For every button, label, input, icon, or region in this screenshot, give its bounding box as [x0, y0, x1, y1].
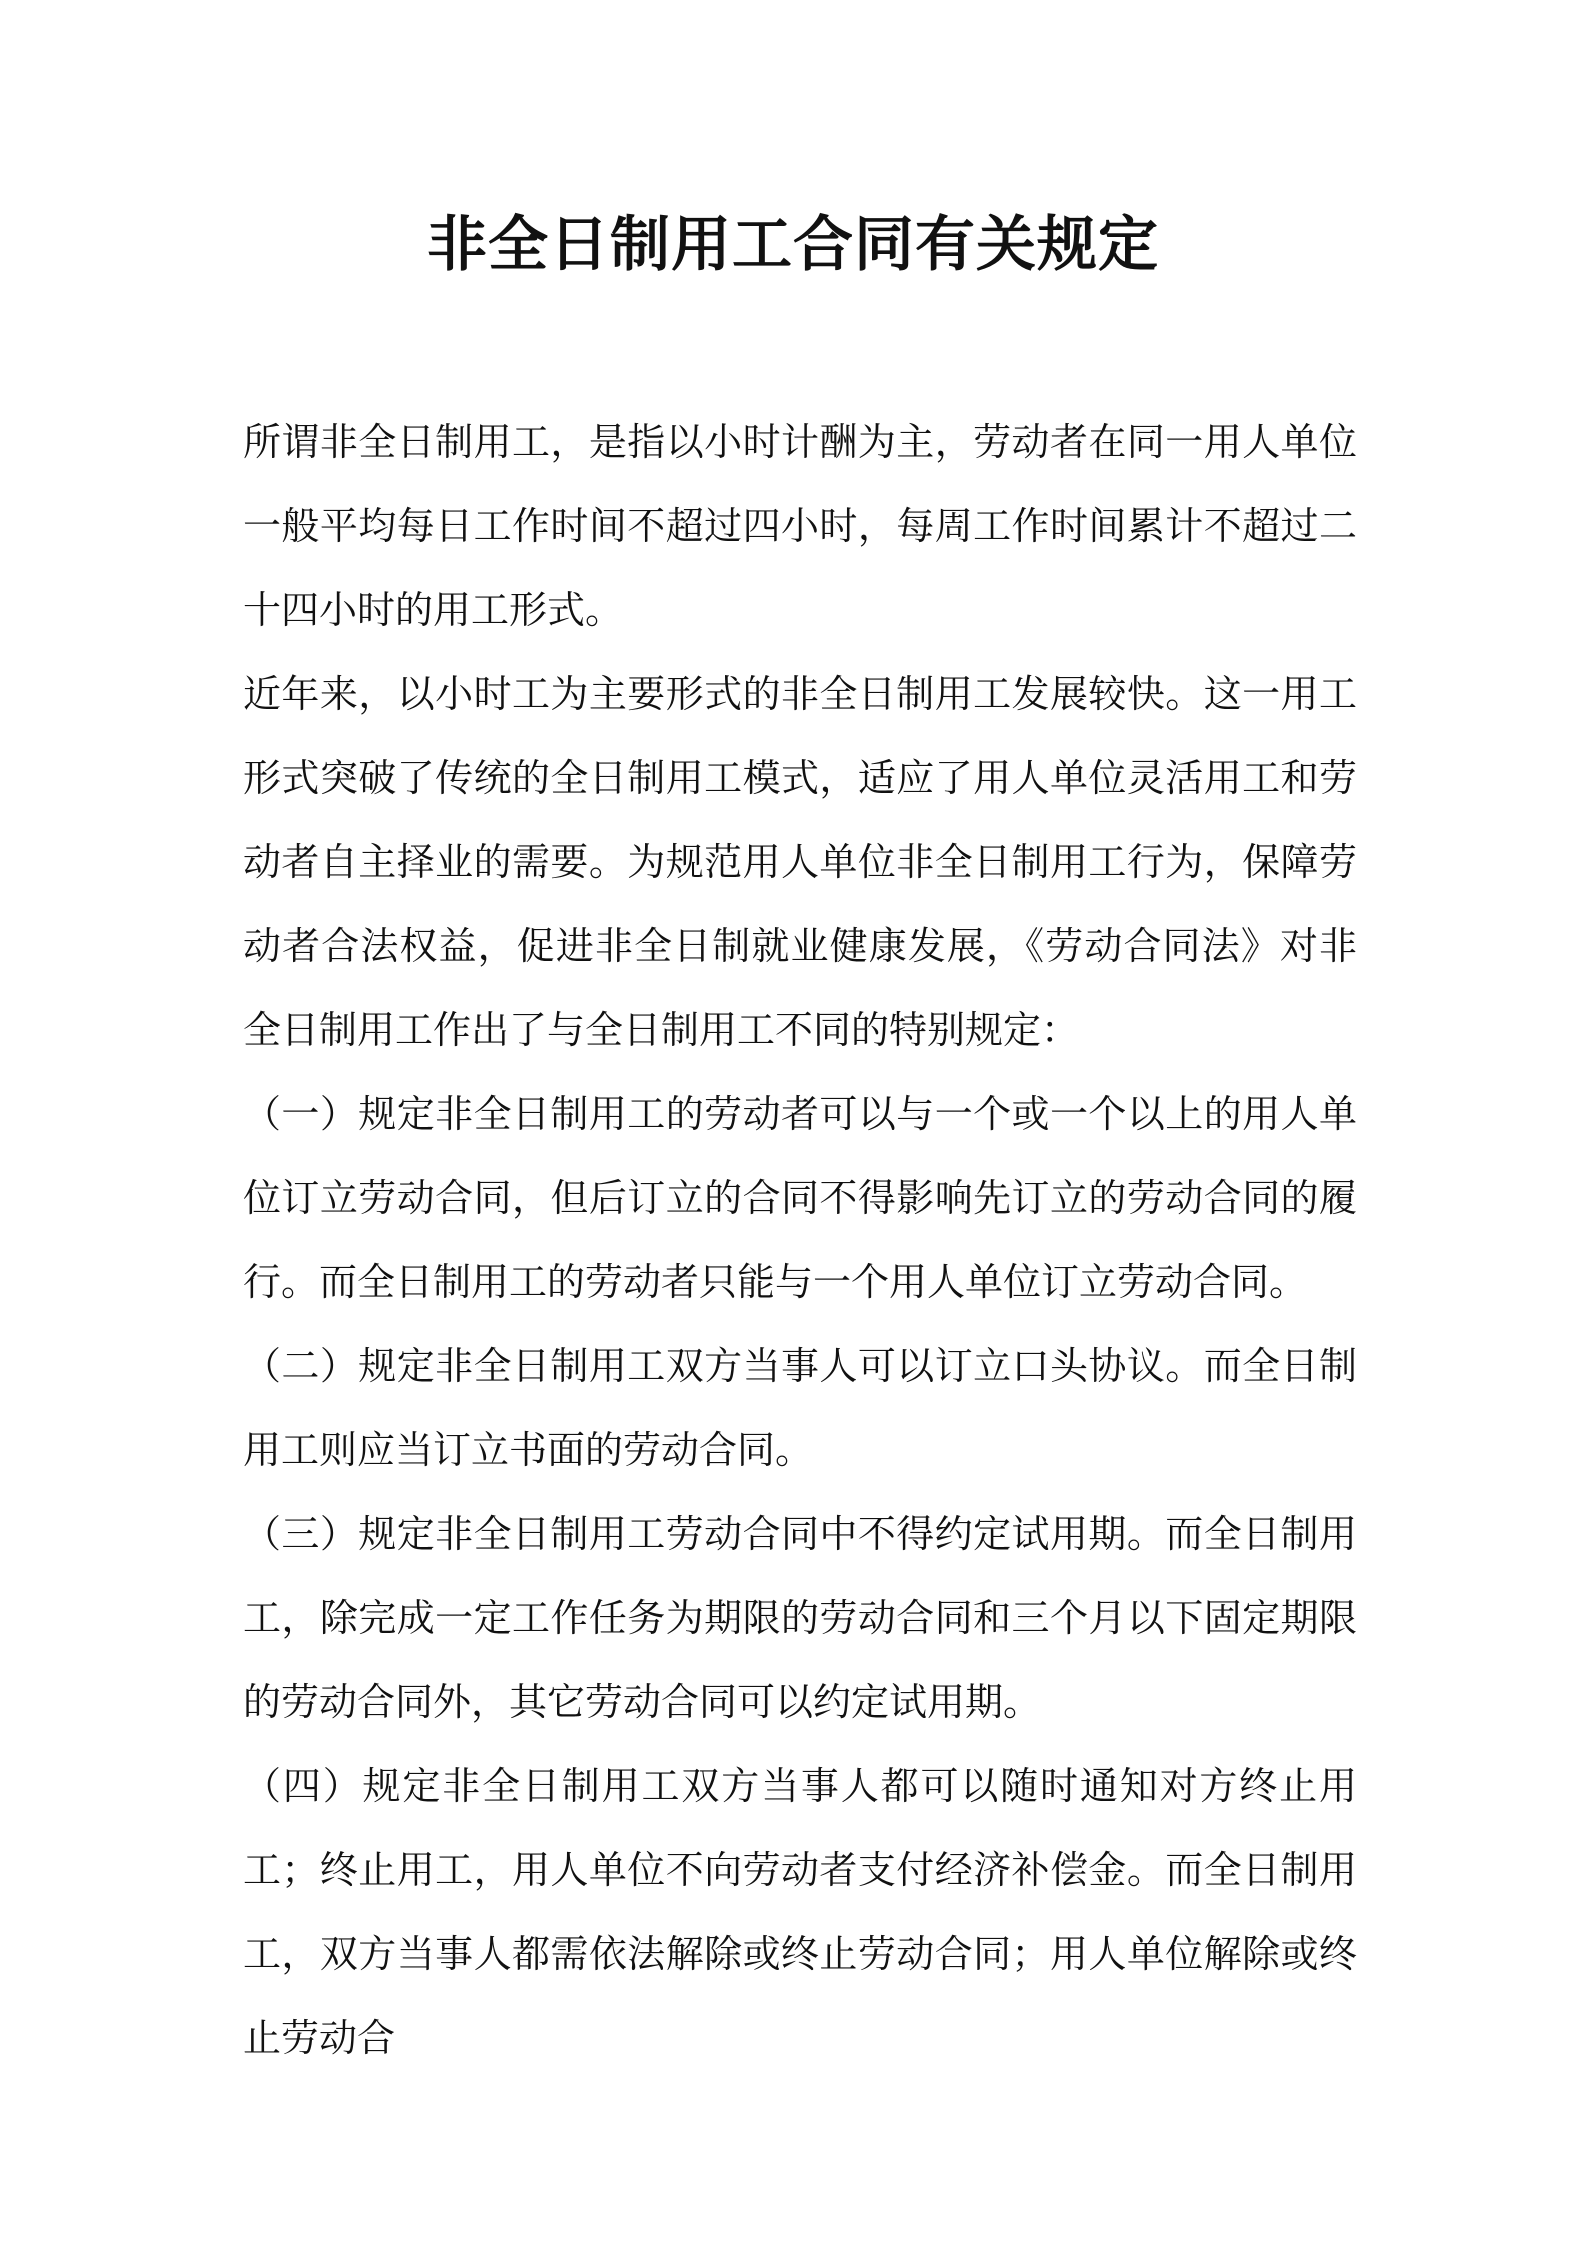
paragraph-background: 近年来，以小时工为主要形式的非全日制用工发展较快。这一用工形式突破了传统的全日制用工模式，适应了用人单位灵活用工和劳动者自主择业的需要。为规范用人单位非全日制用工行为，保障劳动者合法权益，促进非全日制就业健康发展，《劳动合同法》对非全日制用工作出了与全日制用工不同的特别规定：	[243, 672, 1357, 1052]
document-title: 非全日制用工合同有关规定	[427, 210, 1159, 280]
paragraph-rule-4: （四）规定非全日制用工双方当事人都可以随时通知对方终止用工；终止用工，用人单位不向劳动者支付经济补偿金。而全日制用工，双方当事人都需依法解除或终止劳动合同；用人单位解除或终止劳动合	[243, 1764, 1357, 2060]
document-body	[243, 400, 1357, 2080]
paragraph-rule-3: （三）规定非全日制用工劳动合同中不得约定试用期。而全日制用工，除完成一定工作任务为期限的劳动合同和三个月以下固定期限的劳动合同外，其它劳动合同可以约定试用期。	[243, 1512, 1357, 1724]
paragraph-definition: 所谓非全日制用工，是指以小时计酬为主，劳动者在同一用人单位一般平均每日工作时间不超过四小时，每周工作时间累计不超过二十四小时的用工形式。	[243, 420, 1357, 632]
paragraph-rule-1: （一）规定非全日制用工的劳动者可以与一个或一个以上的用人单位订立劳动合同，但后订立的合同不得影响先订立的劳动合同的履行。而全日制用工的劳动者只能与一个用人单位订立劳动合同。	[243, 1092, 1357, 1304]
paragraph-rule-2: （二）规定非全日制用工双方当事人可以订立口头协议。而全日制用工则应当订立书面的劳动合同。	[243, 1344, 1357, 1472]
